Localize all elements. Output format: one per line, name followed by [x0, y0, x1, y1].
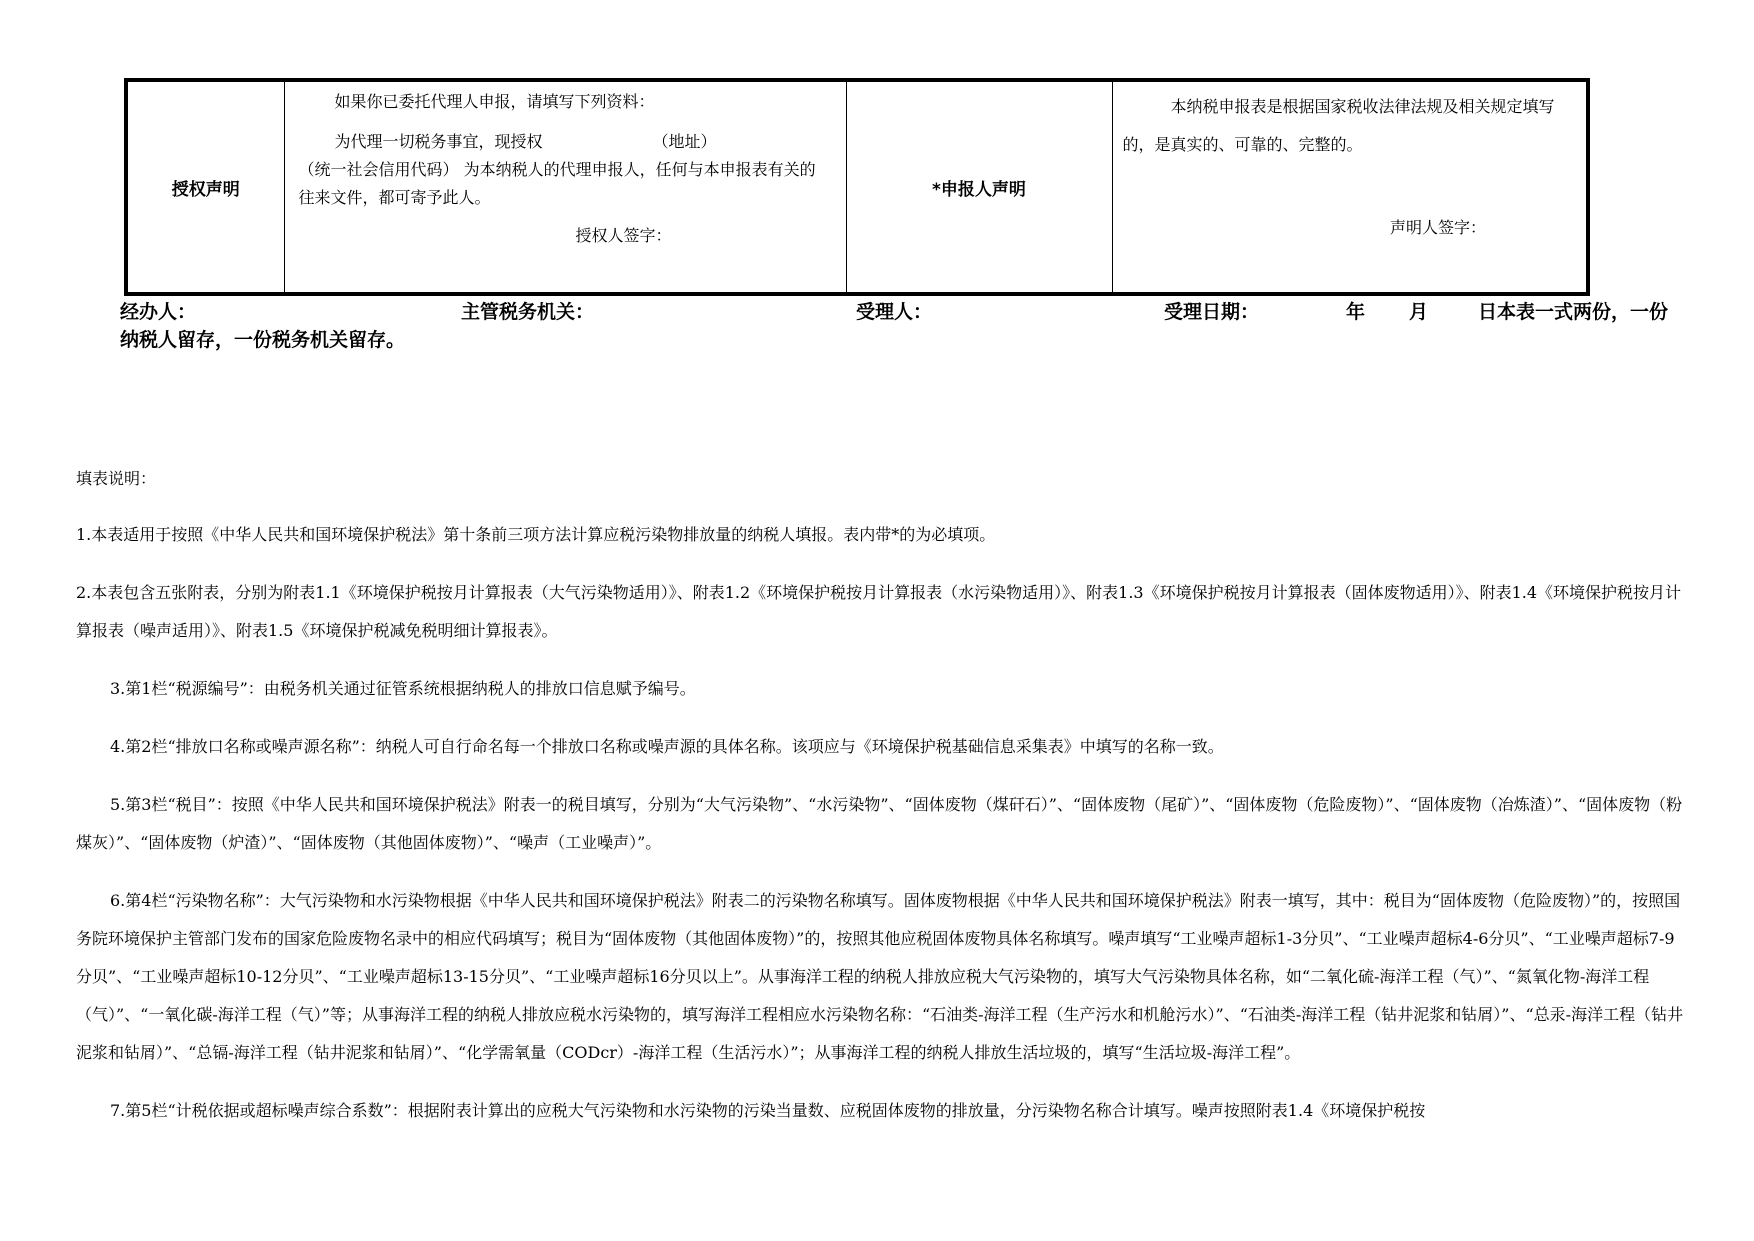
instruction-item: 3.第1栏“税源编号”：由税务机关通过征管系统根据纳税人的排放口信息赋予编号。	[110, 679, 696, 698]
authorization-text-b: （地址）	[652, 132, 717, 151]
authorization-text	[299, 128, 832, 212]
instruction-item: 1.本表适用于按照《中华人民共和国环境保护税法》第十条前三项方法计算应税污染物排放量的纳税人填报。表内带*的为必填项。	[76, 525, 996, 544]
instruction-item: 4.第2栏“排放口名称或噪声源名称”：纳税人可自行命名每一个排放口名称或噪声源的具体名称。该项应与《环境保护税基础信息采集表》中填写的名称一致。	[110, 737, 1224, 756]
declarant-signature-label: 声明人签字：	[1389, 218, 1486, 237]
tax-authority-label: 主管税务机关：	[461, 301, 595, 323]
authorization-text-a: 为代理一切税务事宜，现授权	[334, 132, 543, 151]
authorization-text-c: （统一社会信用代码） 为本纳税人的代理申报人，任何与本申报表有关的往来文件，都可寄予此人。	[298, 160, 816, 207]
authorization-intro: 如果你已委托代理人申报，请填写下列资料：	[334, 92, 655, 111]
authorizer-signature-label: 授权人签字：	[575, 226, 672, 245]
instructions-title: 填表说明：	[76, 469, 157, 488]
filling-instructions	[76, 460, 1690, 1150]
instruction-item: 6.第4栏“污染物名称”：大气污染物和水污染物根据《中华人民共和国环境保护税法》附表二的污染物名称填写。固体废物根据《中华人民共和国环境保护税法》附表一填写，其中：税目为“固体废物（危险废物）”的，按照国务院环境保护主管部门发布的国家危险废物名录中的相应代码填写；税目为“固体废物（其他固体废物）”的，按照其他应税固体废物具体名称填写。噪声填写“工业噪声超标1-3分贝”、“工业噪声超标4-6分贝”、“工业噪声超标7-9分贝”、“工业噪声超标10-12分贝”、“工业噪声超标13-15分贝”、“工业噪声超标16分贝以上”。从事海洋工程的纳税人排放应税大气污染物的，填写大气污染物具体名称，如“二氧化硫-海洋工程（气）”、“氮氧化物-海洋工程（气）”、“一氧化碳-海洋工程（气）”等；从事海洋工程的纳税人排放应税水污染物的，填写海洋工程相应水污染物名称：“石油类-海洋工程（生产污水和机舱污水）”、“石油类-海洋工程（钻井泥浆和钻屑）”、“总汞-海洋工程（钻井泥浆和钻屑）”、“总镉-海洋工程（钻井泥浆和钻屑）”、“化学需氧量（CODcr）-海洋工程（生活污水）”；从事海洋工程的纳税人排放生活垃圾的，填写“生活垃圾-海洋工程”。	[76, 891, 1684, 1062]
copies-note: 日本表一式两份，一份	[1478, 301, 1669, 323]
footer-signoff	[120, 298, 1696, 354]
instruction-item: 7.第5栏“计税依据或超标噪声综合系数”：根据附表计算出的应税大气污染物和水污染物的污染当量数、应税固体废物的排放量，分污染物名称合计填写。噪声按照附表1.4《环境保护税按	[110, 1101, 1426, 1120]
declaration-table	[124, 78, 1590, 296]
instruction-item: 5.第3栏“税目”：按照《中华人民共和国环境保护税法》附表一的税目填写，分别为“大气污染物”、“水污染物”、“固体废物（煤矸石）”、“固体废物（尾矿）”、“固体废物（危险废物）”、“固体废物（冶炼渣）”、“固体废物（粉煤灰）”、“固体废物（炉渣）”、“固体废物（其他固体废物）”、“噪声（工业噪声）”。	[76, 795, 1683, 852]
month-label: 月	[1409, 301, 1429, 323]
instruction-item: 2.本表包含五张附表，分别为附表1.1《环境保护税按月计算报表（大气污染物适用）》、附表1.2《环境保护税按月计算报表（水污染物适用）》、附表1.3《环境保护税按月计算报表（固体废物适用）》、附表1.4《环境保护税按月计算报表（噪声适用）》、附表1.5《环境保护税减免税明细计算报表》。	[76, 583, 1682, 640]
handler-label: 经办人：	[120, 301, 197, 323]
receiver-label: 受理人：	[856, 301, 933, 323]
receive-date-label: 受理日期：	[1164, 301, 1260, 323]
authorization-cell	[284, 80, 846, 294]
authorization-header: 授权声明	[126, 80, 284, 294]
year-label: 年	[1346, 301, 1366, 323]
declarant-statement: 本纳税申报表是根据国家税收法律法规及相关规定填写的，是真实的、可靠的、完整的。	[1122, 97, 1555, 154]
declarant-header: *申报人声明	[846, 80, 1112, 294]
copies-note-continued: 纳税人留存，一份税务机关留存。	[120, 329, 406, 351]
declarant-cell	[1112, 80, 1588, 294]
